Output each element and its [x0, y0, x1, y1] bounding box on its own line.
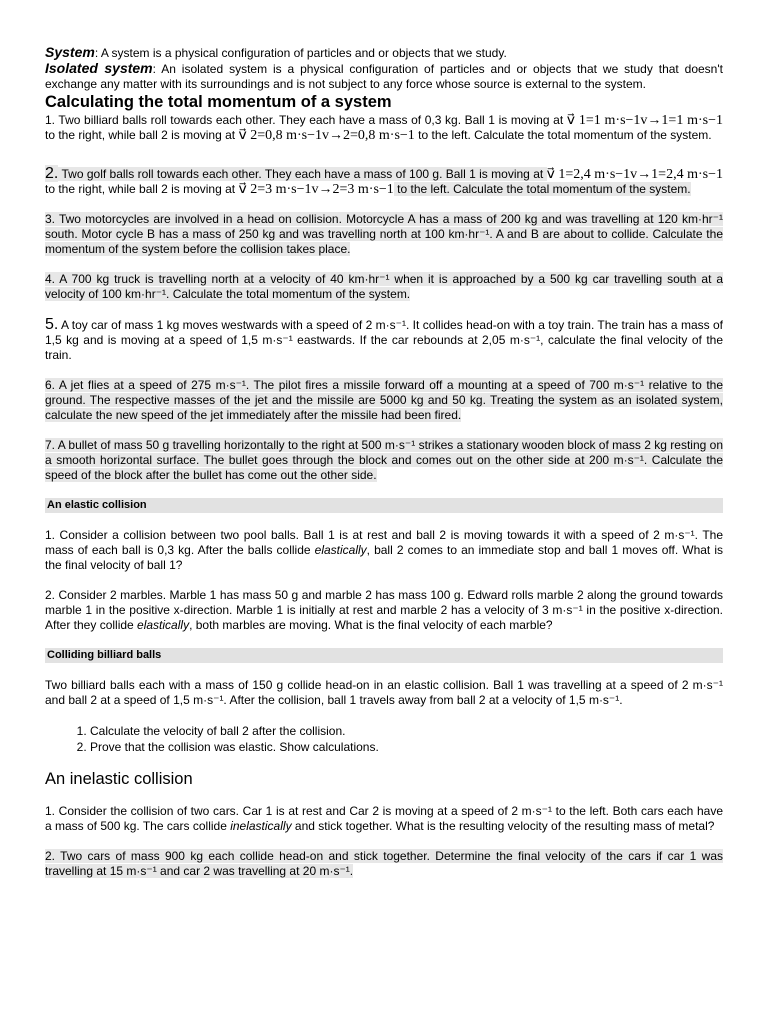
system-definition-text: : A system is a physical configuration of particles and or objects that we study.: [94, 46, 507, 60]
system-term: System: [45, 44, 95, 60]
elastic-q1-text-b: , ball 2 comes to an immediate stop and ball 1 moves off. What is the final velocity of ball 1?: [45, 543, 724, 572]
elastic-q1-emphasis: elastically: [314, 543, 367, 557]
section-title-total-momentum: Calculating the total momentum of a system: [45, 93, 392, 111]
q2-velocity-2: v⃗ 2=3 m·s−1v→2=3 m·s−1: [238, 182, 394, 197]
document-content: [45, 45, 723, 879]
question-5: [45, 317, 723, 363]
q5-number: 5.: [45, 316, 59, 333]
q5-text: A toy car of mass 1 kg moves westwards with a speed of 2 m·s⁻¹. It collides head-on with a toy train. The train has a mass of 1,5 kg and is moving at a speed of 1,5 m·s⁻¹ eastwards. If the car rebounds at 2,05 m·s⁻¹, calculate the final velocity of the train.: [45, 318, 723, 362]
elastic-q2-text-a: 2. Consider 2 marbles. Marble 1 has mass 50 g and marble 2 has mass 100 g. Edward rolls marble 2 along the ground towards marble 1 in the positive x-direction. Marble 1 is initially at rest and marble 2 has a velocity of 3 m·s⁻¹ in the positive x-direction. After they collide: [45, 588, 723, 632]
q2-text-b: to the right, while ball 2 is moving at: [45, 182, 239, 196]
q2-text-a: Two golf balls roll towards each other. They each have a mass of 100 g. Ball 1 is moving at: [58, 167, 547, 181]
question-1: [45, 113, 723, 143]
elastic-question-2: [45, 588, 723, 633]
question-6: [45, 378, 723, 423]
elastic-q1-text-a: 1. Consider a collision between two pool balls. Ball 1 is at rest and ball 2 is moving towards it with a speed of 2 m·s⁻¹. The mass of each ball is 0,3 kg. After the balls collide: [45, 528, 723, 557]
question-4: [45, 272, 723, 302]
question-7: [45, 438, 723, 483]
q7-text: 7. A bullet of mass 50 g travelling horizontally to the right at 500 m·s⁻¹ strikes a stationary wooden block of mass 2 kg resting on a smooth horizontal surface. The bullet goes through the block and comes out on the other side at 200 m·s⁻¹. Calculate the speed of the block after the bullet has come out the other side.: [45, 438, 723, 482]
question-2: [45, 166, 723, 197]
q2-velocity-1: v⃗ 1=2,4 m·s−1v→1=2,4 m·s−1: [546, 167, 723, 182]
elastic-question-1: [45, 528, 723, 573]
q1-text-a: 1. Two billiard balls roll towards each other. They each have a mass of 0,3 kg. Ball 1 is moving at: [45, 113, 567, 127]
isolated-system-definition-text: : An isolated system is a physical configuration of particles and or objects that we study that doesn't exchange any matter with its surroundings and is not subject to any force whose source is external to the system.: [45, 62, 723, 91]
elastic-q2-emphasis: elastically: [137, 618, 190, 632]
inelastic-q1-emphasis: inelastically: [230, 819, 292, 833]
question-3: [45, 212, 723, 257]
q3-text: 3. Two motorcycles are involved in a head on collision. Motorcycle A has a mass of 200 kg and was travelling at 120 km·hr⁻¹ south. Motor cycle B has a mass of 250 kg and was travelling north at 100 km·hr⁻¹. A and B are about to collide. Calculate the momentum of the system before the collision takes place.: [45, 212, 723, 256]
inelastic-question-2: [45, 849, 723, 879]
q1-text-b: to the right, while ball 2 is moving at: [45, 128, 239, 142]
inelastic-q1-text-b: and stick together. What is the resulting velocity of the resulting mass of metal?: [291, 819, 715, 833]
billiard-problem-text: Two billiard balls each with a mass of 150 g collide head-on in an elastic collision. Ball 1 was travelling at a speed of 2 m·s⁻¹ and ball 2 at a speed of 1,5 m·s⁻¹. After the collision, ball 1 travels away from ball 2 at a velocity of 1,5 m·s⁻¹.: [45, 678, 723, 707]
billiard-task-list: [45, 723, 723, 755]
q4-text: 4. A 700 kg truck is travelling north at a velocity of 40 km·hr⁻¹ when it is approached by a 500 kg car travelling south at a velocity of 100 km·hr⁻¹. Calculate the total momentum of the system.: [45, 272, 723, 301]
q2-text-c: to the left. Calculate the total momentum of the system.: [393, 182, 691, 196]
section-bar-colliding-billiard-balls: Colliding billiard balls: [45, 648, 723, 663]
q6-text: 6. A jet flies at a speed of 275 m·s⁻¹. The pilot fires a missile forward off a mounting at a speed of 700 m·s⁻¹ relative to the ground. The respective masses of the jet and the missile are 5000 kg and 50 kg. Treating the system as an isolated system, calculate the new speed of the jet immediately after the missile had been fired.: [45, 378, 723, 422]
inelastic-question-1: [45, 804, 723, 834]
inelastic-q2-text: 2. Two cars of mass 900 kg each collide head-on and stick together. Determine the final velocity of the cars if car 1 was travelling at 15 m·s⁻¹ and car 2 was travelling at 20 m·s⁻¹.: [45, 849, 723, 878]
elastic-q2-text-b: , both marbles are moving. What is the final velocity of each marble?: [189, 618, 553, 632]
q1-text-c: to the left. Calculate the total momentum of the system.: [414, 128, 712, 142]
isolated-system-definition: [45, 61, 723, 92]
q1-velocity-1: v⃗ 1=1 m·s−1v→1=1 m·s−1: [566, 113, 723, 128]
list-item: 1. Calculate the velocity of ball 2 after the collision.: [90, 723, 723, 739]
list-item: 2. Prove that the collision was elastic. Show calculations.: [90, 739, 723, 755]
section-bar-elastic-collision: An elastic collision: [45, 498, 723, 513]
isolated-system-term: Isolated system: [45, 60, 153, 76]
section-title-inelastic-collision: An inelastic collision: [45, 770, 193, 788]
inelastic-q1-text-a: 1. Consider the collision of two cars. Car 1 is at rest and Car 2 is moving at a speed of 2 m·s⁻¹ to the left. Both cars each have a mass of 500 kg. The cars collide: [45, 804, 723, 833]
q2-number: 2.: [45, 165, 59, 182]
system-definition: [45, 45, 723, 61]
q1-velocity-2: v⃗ 2=0,8 m·s−1v→2=0,8 m·s−1: [238, 128, 415, 143]
